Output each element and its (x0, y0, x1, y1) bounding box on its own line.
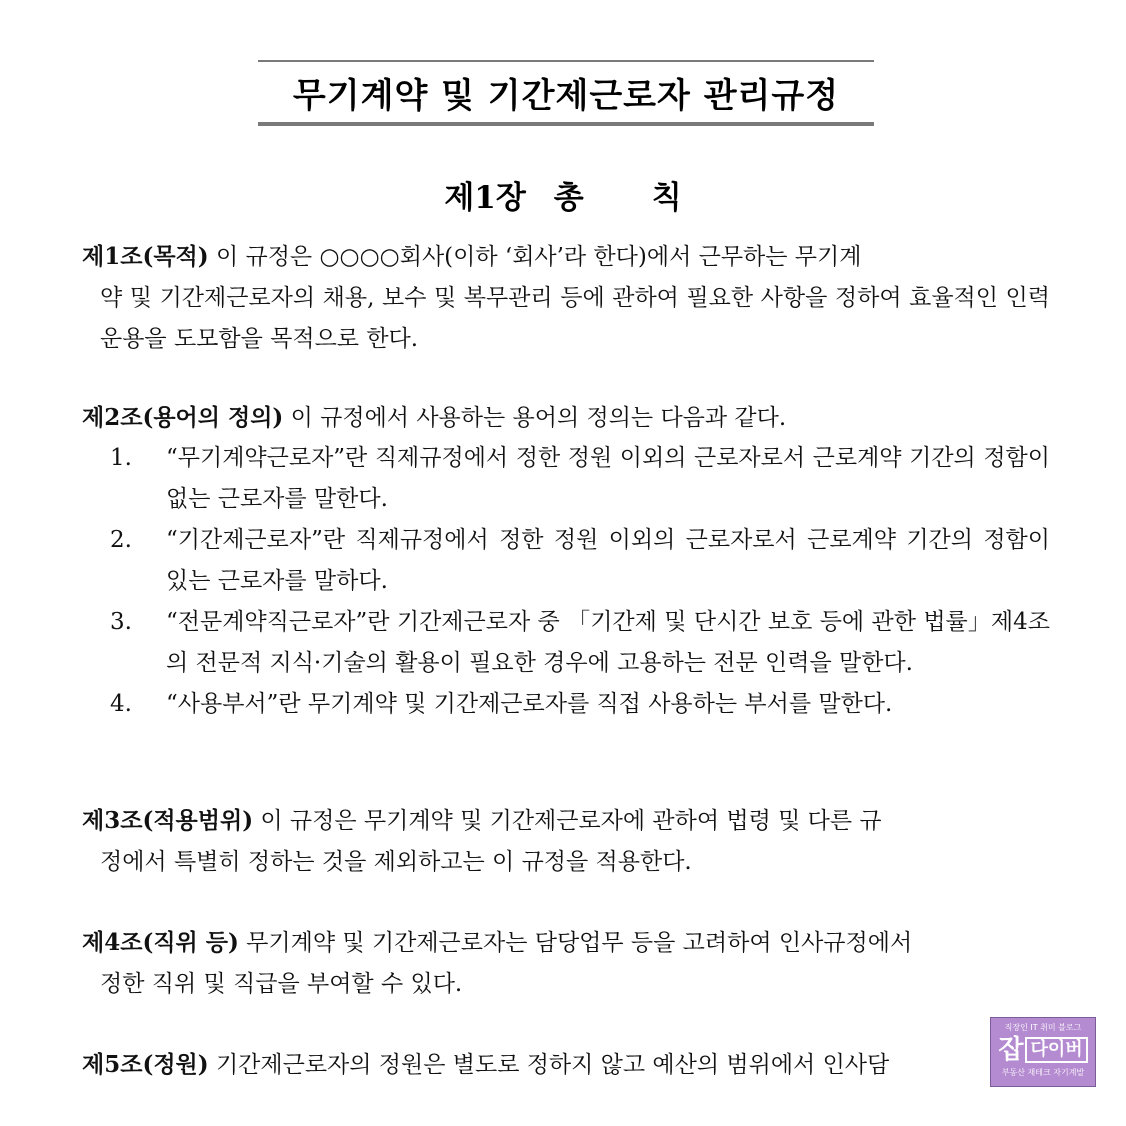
title-box (258, 60, 874, 126)
item-text: “기간제근로자”란 직제규정에서 정한 정원 이외의 근로자로서 근로계약 기간의 정함이 있는 근로자를 말하다. (166, 527, 1050, 594)
watermark-initial: 잡 (998, 1035, 1024, 1065)
item-text: “사용부서”란 무기계약 및 기간제근로자를 직접 사용하는 부서를 말한다. (166, 691, 893, 717)
item-number: 2. (110, 527, 132, 553)
watermark-brand: 다이버 (1025, 1037, 1087, 1063)
document-title: 무기계약 및 기간제근로자 관리규정 (292, 75, 840, 116)
article-text-rest: 약 및 기간제근로자의 채용, 보수 및 복무관리 등에 관하여 필요한 사항을 정하여 효율적인 인력운용을 도모함을 목적으로 한다. (100, 285, 1050, 352)
definition-item (82, 520, 1050, 602)
article-1 (82, 236, 1050, 360)
article-text-first: 이 규정은 무기계약 및 기간제근로자에 관하여 법령 및 다른 규 (253, 808, 882, 834)
article-text-first: 기간제근로자의 정원은 별도로 정하지 않고 예산의 범위에서 인사담 (208, 1052, 890, 1078)
chapter-word-2: 칙 (651, 180, 682, 216)
chapter-heading (0, 172, 1126, 217)
definition-list (82, 438, 1050, 725)
article-heading: 제2조(용어의 정의) (82, 404, 284, 431)
item-number: 3. (110, 609, 132, 635)
article-heading: 제1조(목적) (82, 243, 209, 270)
article-heading: 제3조(적용범위) (82, 807, 254, 834)
definition-item (82, 602, 1050, 684)
article-4 (82, 922, 1050, 1005)
article-text-first: 이 규정에서 사용하는 용어의 정의는 다음과 같다. (283, 405, 787, 431)
watermark-tagline: 직장인 IT 취미 블로그 (1004, 1023, 1082, 1032)
article-text-first: 이 규정은 ○○○○회사(이하 ‘회사’라 한다)에서 근무하는 무기계 (208, 244, 862, 270)
article-heading: 제5조(정원) (82, 1051, 209, 1078)
article-heading: 제4조(직위 등) (82, 929, 239, 956)
article-text-rest: 정한 직위 및 직급을 부여할 수 있다. (100, 971, 463, 997)
article-3 (82, 800, 1050, 883)
article-text-first: 무기계약 및 기간제근로자는 담당업무 등을 고려하여 인사규정에서 (238, 930, 913, 956)
item-text: “전문계약직근로자”란 기간제근로자 중 「기간제 및 단시간 보호 등에 관한 법률」제4조의 전문적 지식·기술의 활용이 필요한 경우에 고용하는 전문 인력을 말한다. (166, 609, 1050, 676)
article-5 (82, 1044, 1050, 1086)
blog-watermark-logo (990, 1017, 1096, 1087)
article-2 (82, 397, 1050, 439)
item-text: “무기계약근로자”란 직제규정에서 정한 정원 이외의 근로자로서 근로계약 기간의 정함이 없는 근로자를 말한다. (166, 445, 1050, 512)
definition-item (82, 438, 1050, 520)
definition-item (82, 684, 1050, 725)
chapter-number: 제1장 (444, 180, 526, 216)
article-text-rest: 정에서 특별히 정하는 것을 제외하고는 이 규정을 적용한다. (100, 849, 692, 875)
chapter-word-1: 총 (553, 180, 584, 216)
watermark-subtitle: 부동산 재테크 자기계발 (1001, 1068, 1085, 1077)
item-number: 4. (110, 691, 132, 717)
item-number: 1. (110, 445, 132, 471)
